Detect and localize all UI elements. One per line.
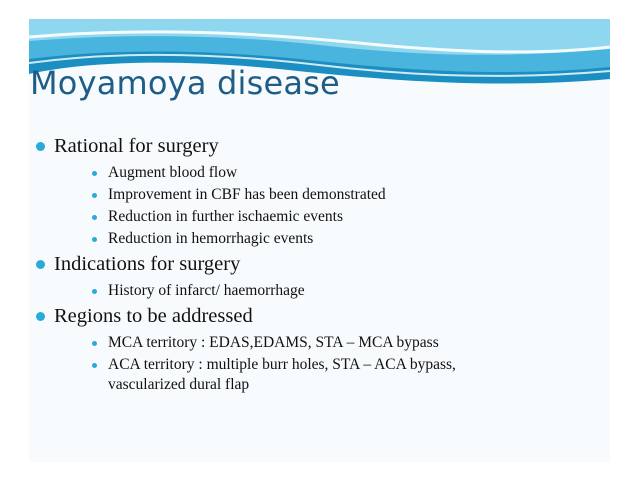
section-regions: [36, 303, 596, 395]
bullet-icon: [92, 363, 97, 368]
slide-title: Moyamoya disease: [30, 64, 340, 102]
list-item: Reduction in hemorrhagic events: [90, 229, 518, 249]
section-indications: [36, 251, 596, 301]
bullet-icon: [92, 171, 97, 176]
list-item: Reduction in further ischaemic events: [90, 207, 518, 227]
section-rational: [36, 133, 596, 249]
bullet-icon: [36, 142, 45, 151]
section-heading: Indications for surgery: [36, 251, 596, 277]
bullet-icon: [92, 193, 97, 198]
bullet-icon: [36, 312, 45, 321]
list-item: Augment blood flow: [90, 163, 518, 183]
list-item: MCA territory : EDAS,EDAMS, STA – MCA bypass: [90, 333, 518, 353]
bullet-icon: [92, 341, 97, 346]
list-item: History of infarct/ haemorrhage: [90, 281, 518, 301]
list-item: ACA territory : multiple burr holes, STA – ACA bypass, vascularized dural flap: [90, 355, 518, 395]
section-heading: Regions to be addressed: [36, 303, 596, 329]
slide-content: [36, 133, 596, 395]
section-heading: Rational for surgery: [36, 133, 596, 159]
list-item: Improvement in CBF has been demonstrated: [90, 185, 518, 205]
bullet-icon: [92, 215, 97, 220]
bullet-icon: [36, 260, 45, 269]
bullet-icon: [92, 289, 97, 294]
bullet-icon: [92, 237, 97, 242]
